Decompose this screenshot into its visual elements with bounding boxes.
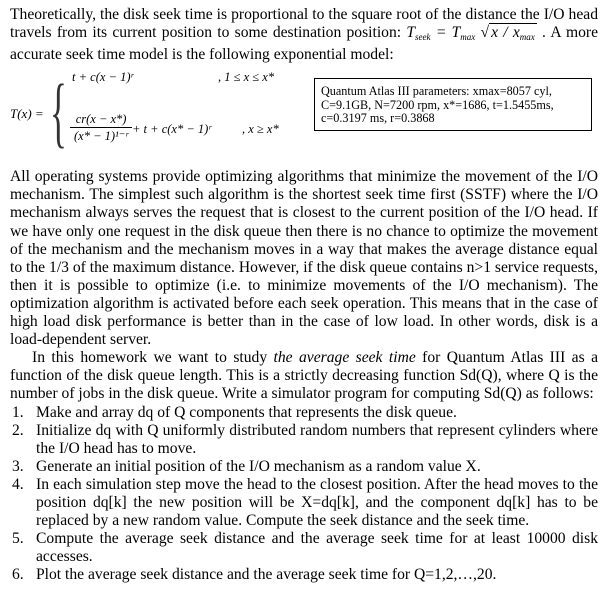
list-item: 5. Compute the average seek distance and the average seek time for at least 10000 disk accesses. bbox=[12, 530, 598, 566]
seek-formula: $T_{seek} = T_{max}$ √ x / $x_{max}$ bbox=[406, 24, 535, 43]
equation-case2-fraction bbox=[70, 112, 132, 144]
list-item: 3. Generate an initial position of the I/O mechanism as a random value X. bbox=[12, 457, 481, 475]
equation-case2-condition: , x ≥ x* bbox=[242, 122, 279, 137]
intro-paragraph bbox=[10, 6, 598, 64]
seek-time-equation bbox=[10, 66, 598, 168]
equation-lhs: T(x) = bbox=[10, 106, 44, 122]
equation-case2: + t + c(x* − 1)ʳ bbox=[132, 122, 212, 137]
intro-text-end: . A more accurate seek time model is the following exponential model: bbox=[10, 24, 599, 64]
list-item: 1. Make and array dq of Q components that represents the disk queue. bbox=[12, 403, 457, 421]
list-item: 6. Plot the average seek distance and the average seek time for Q=1,2,…,20. bbox=[12, 566, 497, 584]
equation-brace: { bbox=[50, 68, 67, 156]
paragraph-optimizing: All operating systems provide optimizing algorithms that minimize the movement of the I/O mechanism. The simplest such algorithm is the shortest seek time first (SSTF) where the I/O mechanism always serves the request that is closest to the current position of the I/O head. If we have only one request in the disk queue then there is no chance to optimize the movement of the mechanism and the mechanism moves in a way that makes the average distance equal to the 1/3 of the maximum distance. However, if the disk queue contains n>1 service requests, then it is possible to optimize (i.e. to minimize movements of the I/O mechanism). The optimization algorithm is activated before each seek operation. This means that in the case of high load disk performance is better than in the case of low load. In other words, disk is a load-dependent server. bbox=[10, 168, 598, 349]
equation-case1-condition: , 1 ≤ x ≤ x* bbox=[218, 70, 275, 85]
steps-list bbox=[10, 404, 598, 585]
document-page bbox=[10, 6, 598, 584]
list-item: 2. Initialize dq with Q uniformly distributed random numbers that represent cylinders where the I/O head has to move. bbox=[12, 421, 598, 457]
fraction-denominator: (x* − 1)¹⁻ʳ bbox=[74, 129, 129, 144]
intro-text: Theoretically, the disk seek time is proportional to the square root of the distance the I/O head travels from its current position to some destination position: bbox=[10, 6, 598, 42]
equation-case1: t + c(x − 1)ʳ bbox=[72, 70, 134, 85]
fraction-numerator: cr(x − x*) bbox=[70, 112, 132, 128]
list-item: 4. In each simulation step move the head to the closest position. After the head moves to the position dq[k] the new position will be X=dq[k], and the component dq[k] has to be replaced by a new random value. Compute the seek distance and the seek time. bbox=[12, 475, 598, 530]
paragraph-homework: In this homework we want to study the average seek time for Quantum Atlas III as a function of the disk queue length. This is a strictly decreasing function Sd(Q), where Q is the number of jobs in the disk queue. Write a simulator program for computing Sd(Q) as follows: bbox=[10, 349, 599, 403]
parameters-box: Quantum Atlas III parameters: xmax=8057 cyl, C=9.1GB, N=7200 rpm, x*=1686, t=1.5455ms, c=0.3197 ms, r=0.3868 bbox=[314, 78, 592, 131]
emphasis-average-seek-time: the average seek time bbox=[273, 349, 416, 367]
